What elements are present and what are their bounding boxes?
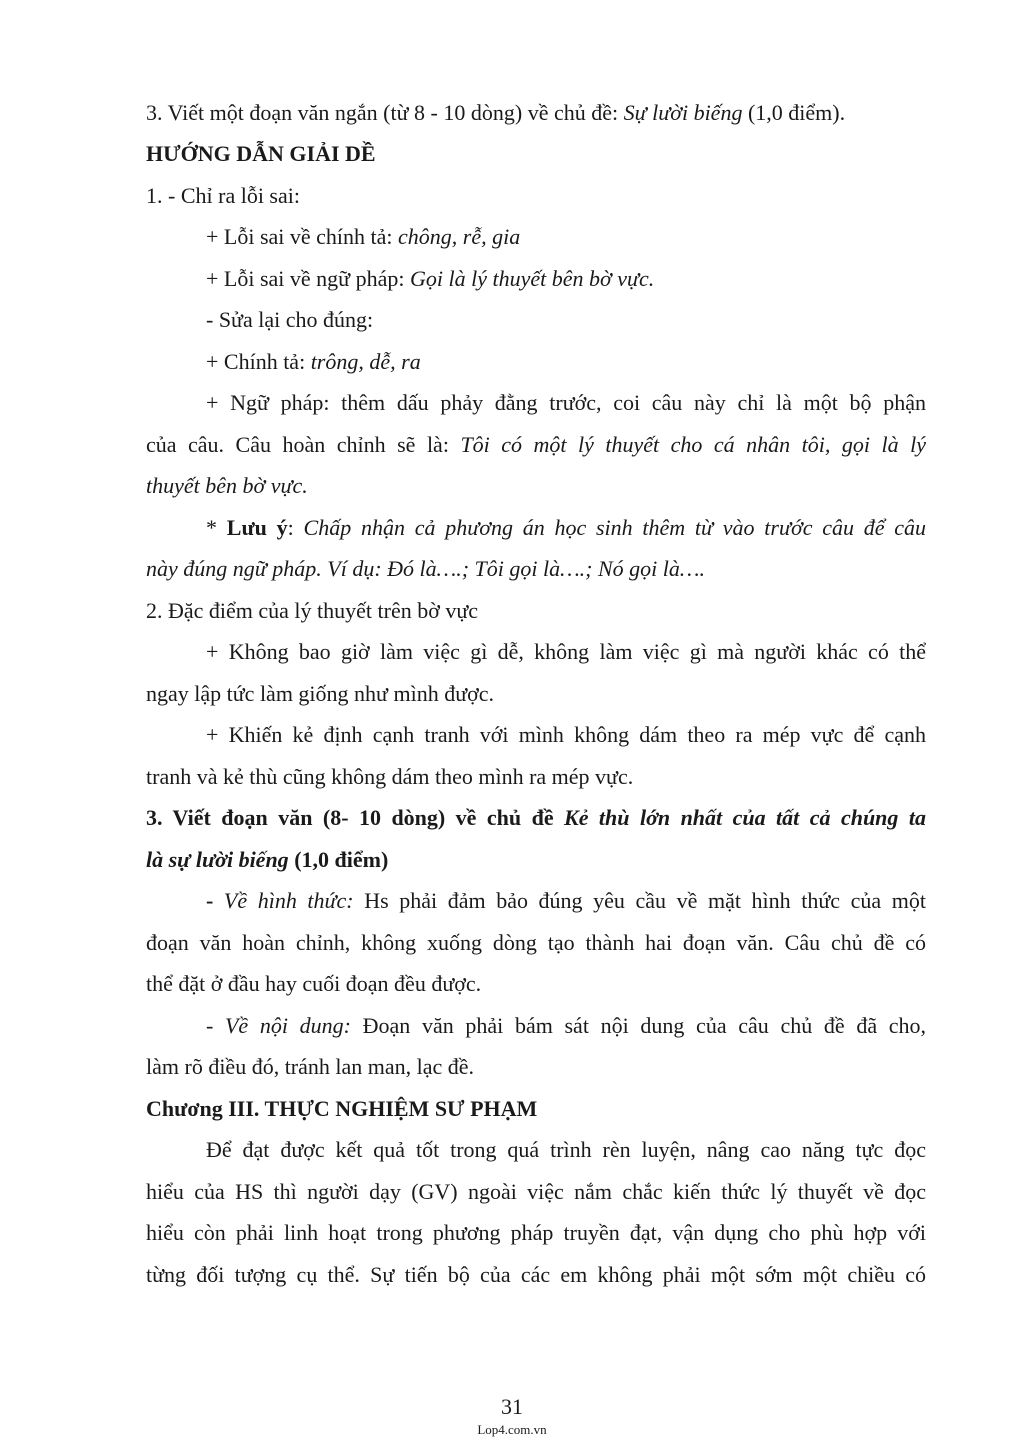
paragraph-line: làm rõ điều đó, tránh lan man, lạc đề.: [146, 1054, 475, 1079]
italic-text: Kẻ thù lớn nhất của tất cả chúng ta: [564, 805, 926, 830]
answer-guide-heading: HƯỚNG DẪN GIẢI DỀ: [146, 141, 376, 166]
text: -: [206, 888, 224, 913]
paragraph-line: ngay lập tức làm giống như mình được.: [146, 681, 495, 706]
paragraph-line: thuyết bên bờ vực.: [146, 473, 308, 498]
paragraph-line: hiểu còn phải linh hoạt trong phương pháp truyền đạt, vận dụng cho phù hợp với: [146, 1220, 926, 1245]
italic-text: Về hình thức:: [223, 888, 354, 913]
paragraph-line: [146, 434, 926, 456]
text: + Lỗi sai về chính tả:: [206, 224, 399, 249]
question-3-line: [146, 102, 845, 124]
text: (1,0 điểm): [288, 847, 389, 872]
section-heading-line: [146, 807, 926, 829]
text: *: [206, 515, 227, 540]
paragraph-line: 1. - Chỉ ra lỗi sai:: [146, 183, 300, 208]
italic-text: Gọi là lý thuyết bên bờ vực.: [409, 266, 655, 291]
paragraph-line: + Khiến kẻ định cạnh tranh với mình không dám theo ra mép vực để cạnh: [206, 722, 926, 747]
text: :: [287, 515, 304, 540]
paragraph-line: [206, 351, 421, 373]
text: Hs phải đảm bảo đúng yêu cầu về mặt hình thức của một: [364, 888, 926, 913]
paragraph-line: tranh và kẻ thù cũng không dám theo mình ra mép vực.: [146, 764, 634, 789]
italic-text: - Về nội dung:: [206, 1013, 351, 1038]
note-label: Lưu ý: [226, 515, 288, 540]
note-line: [206, 517, 926, 539]
text: + Lỗi sai về ngữ pháp:: [206, 266, 410, 291]
paragraph-line: + Ngữ pháp: thêm dấu phảy đằng trước, coi câu này chỉ là một bộ phận: [206, 390, 926, 415]
paragraph-line: + Không bao giờ làm việc gì dễ, không làm việc gì mà người khác có thể: [206, 639, 926, 664]
page-number: 31: [501, 1394, 523, 1419]
italic-text: Chấp nhận cả phương án học sinh thêm từ vào trước câu để câu: [303, 515, 927, 540]
text: + Chính tả:: [206, 349, 311, 374]
text: 3. Viết đoạn văn (8- 10 dòng) về chủ đề: [146, 805, 565, 830]
text: Đoạn văn phải bám sát nội dung của câu chủ đề đã cho,: [362, 1013, 927, 1038]
text: (1,0 điểm).: [742, 100, 846, 125]
paragraph-line: thể đặt ở đầu hay cuối đoạn đều được.: [146, 971, 482, 996]
footer-site: Lop4.com.vn: [477, 1422, 547, 1437]
italic-text: Tôi có một lý thuyết cho cá nhân tôi, gọi là lý: [460, 432, 926, 457]
chapter-heading: Chương III. THỰC NGHIỆM SƯ PHẠM: [146, 1096, 538, 1121]
italic-text: trông, dễ, ra: [310, 349, 421, 374]
paragraph-line: hiểu của HS thì người dạy (GV) ngoài việc nắm chắc kiến thức lý thuyết về đọc: [146, 1179, 926, 1204]
paragraph-line: [206, 226, 520, 248]
paragraph-line: này đúng ngữ pháp. Ví dụ: Đó là….; Tôi gọi là….; Nó gọi là….: [146, 556, 705, 581]
paragraph-line: đoạn văn hoàn chỉnh, không xuống dòng tạo thành hai đoạn văn. Câu chủ đề có: [146, 930, 926, 955]
paragraph-line: từng đối tượng cụ thể. Sự tiến bộ của các em không phải một sớm một chiều có: [146, 1262, 926, 1287]
section-heading-line: [146, 849, 388, 871]
paragraph-line: [206, 1015, 926, 1037]
paragraph-line: [206, 890, 926, 912]
paragraph-line: [206, 268, 654, 290]
topic-text: Sự lười biếng: [623, 100, 743, 125]
italic-text: là sự lười biếng: [146, 847, 289, 872]
text: của câu. Câu hoàn chỉnh sẽ là:: [146, 432, 461, 457]
paragraph-line: - Sửa lại cho đúng:: [206, 307, 374, 332]
italic-text: chông, rễ, gia: [398, 224, 521, 249]
text: 3. Viết một đoạn văn ngắn (từ 8 - 10 dòng) về chủ đề:: [146, 100, 624, 125]
paragraph-line: Để đạt được kết quả tốt trong quá trình rèn luyện, nâng cao năng tực đọc: [206, 1137, 926, 1162]
paragraph-line: 2. Đặc điểm của lý thuyết trên bờ vực: [146, 598, 479, 623]
